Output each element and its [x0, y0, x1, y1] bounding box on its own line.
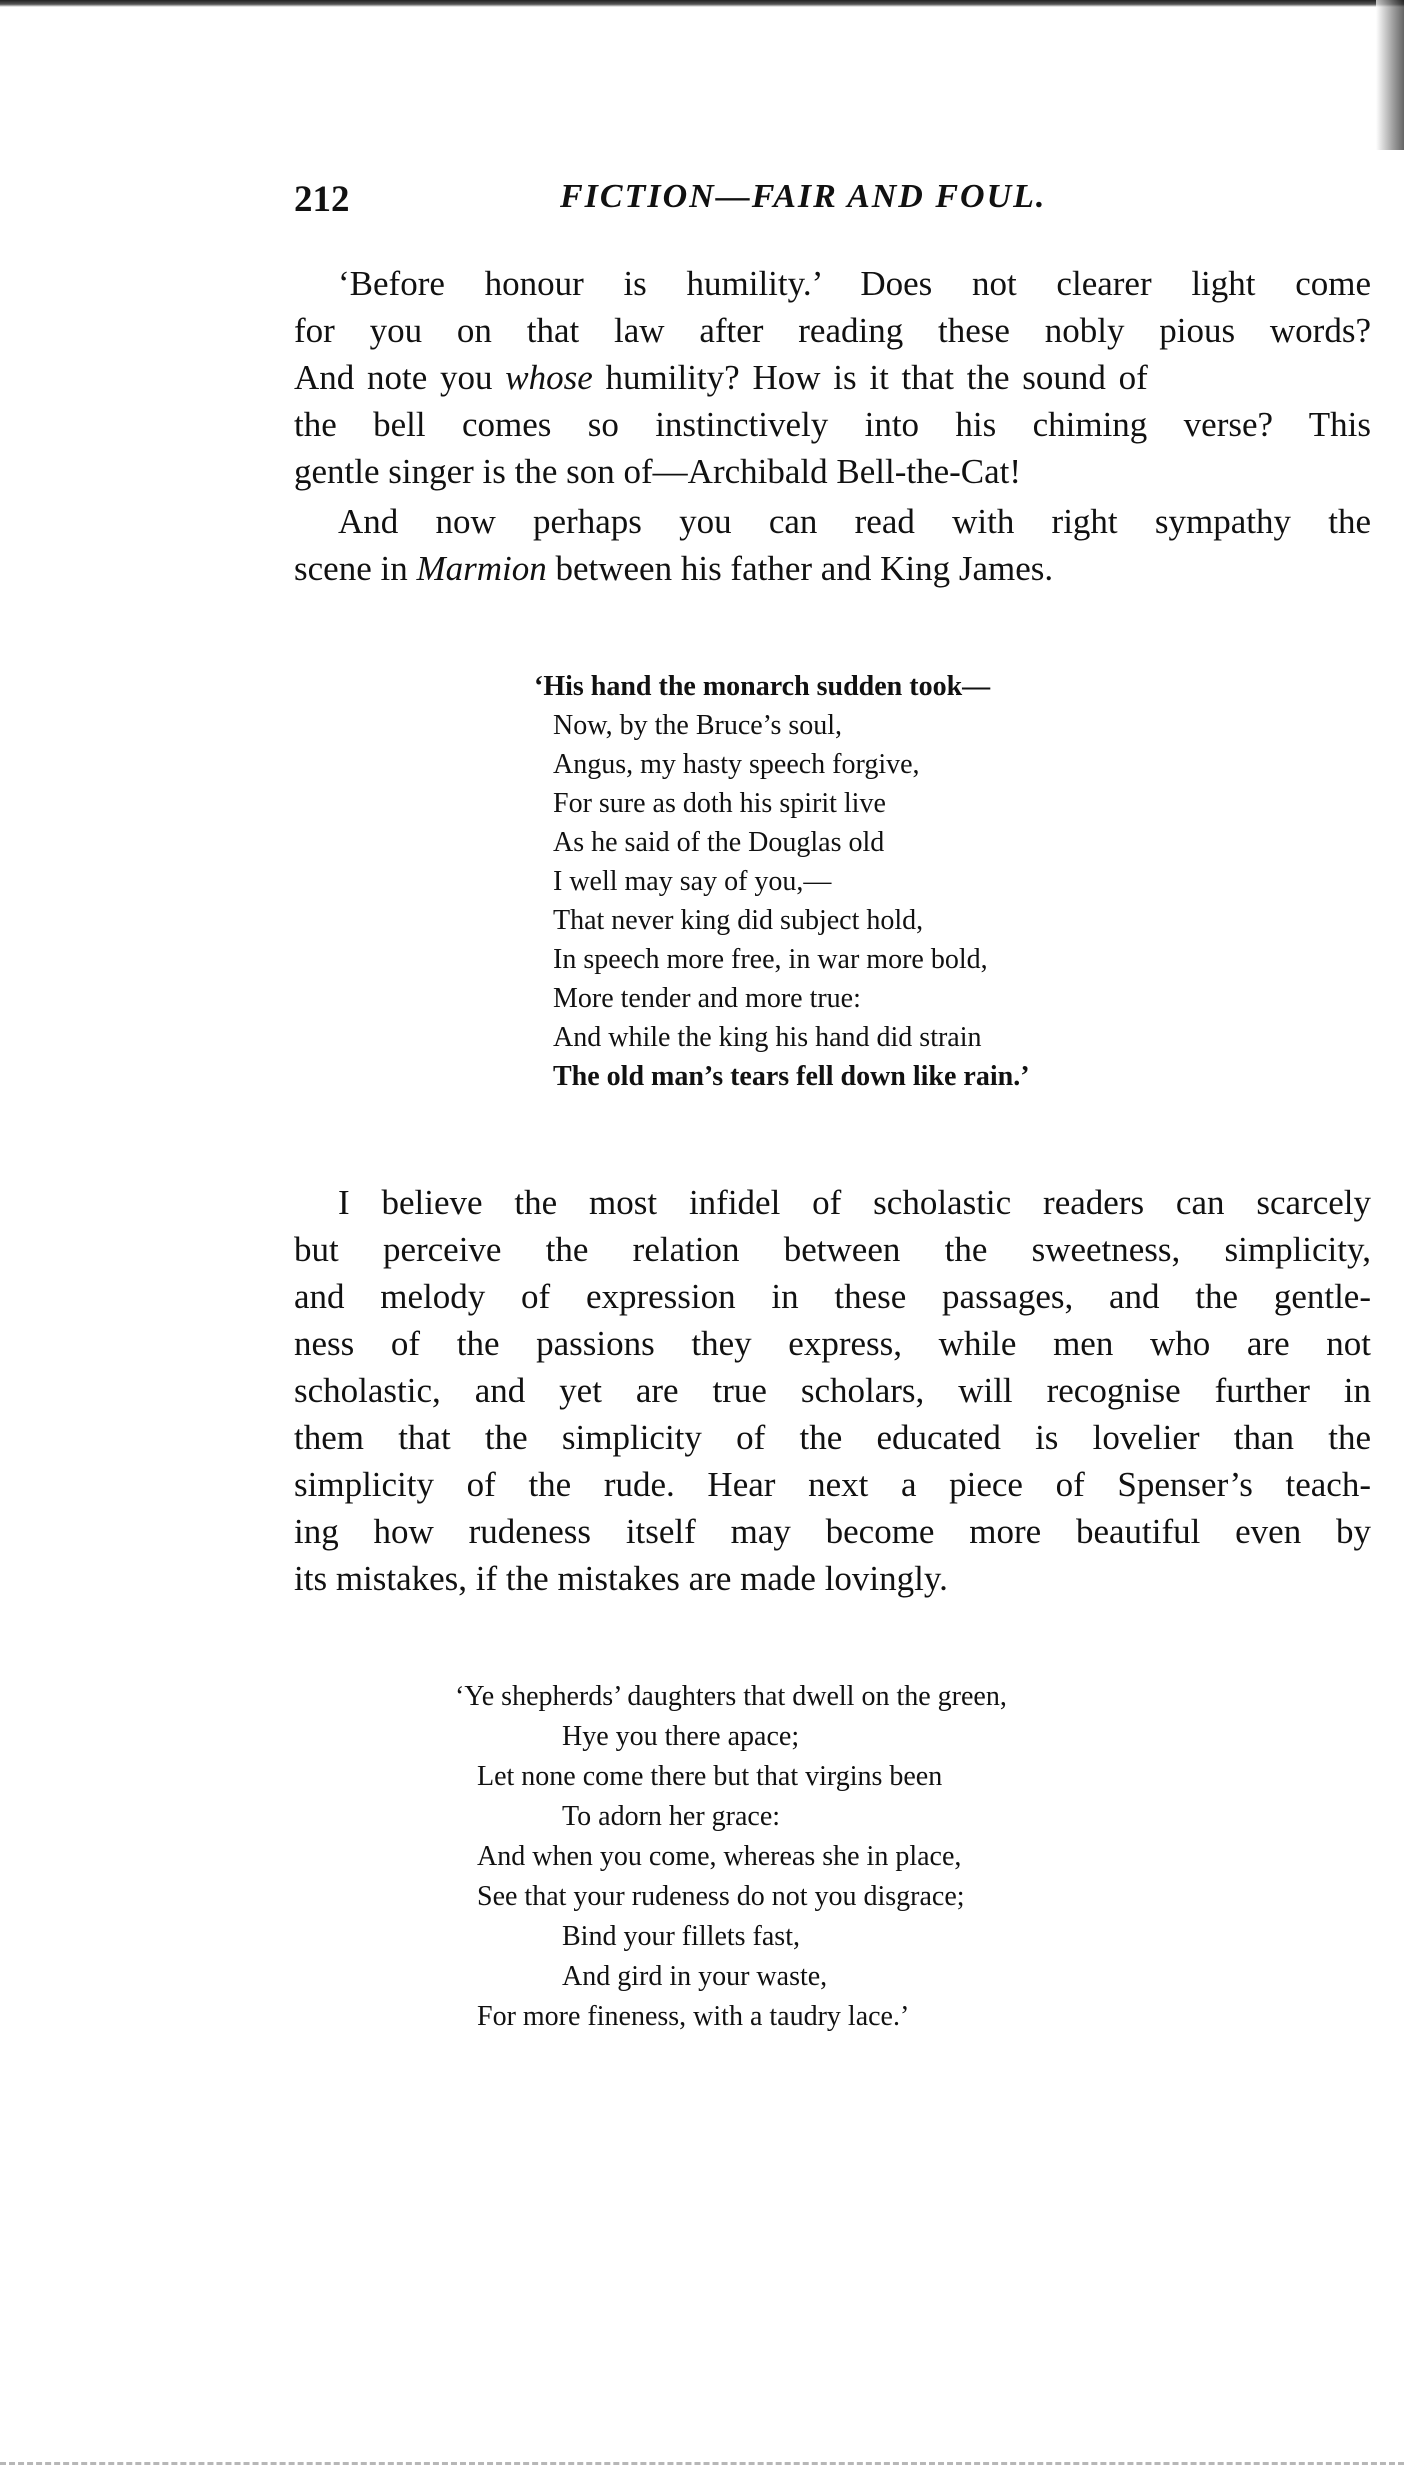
italic-title: Marmion [416, 549, 547, 588]
text-line: the bell comes so instinctively into his chiming verse? This [294, 405, 1371, 444]
text-line: and melody of expression in these passages, and the gentle- [294, 1277, 1371, 1316]
verse-line: ‘Ye shepherds’ daughters that dwell on the green, [455, 1681, 1007, 1712]
text-line: ‘Before honour is humility.’ Does not clearer light come [338, 264, 1371, 303]
text-line: them that the simplicity of the educated is lovelier than the [294, 1418, 1371, 1457]
text-line: I believe the most infidel of scholastic readers can scarcely [338, 1183, 1371, 1222]
page-bottom-edge [0, 2462, 1404, 2469]
verse-line: For sure as doth his spirit live [553, 788, 886, 819]
text-line: for you on that law after reading these nobly pious words? [294, 311, 1371, 350]
text-span: between his father and King James. [546, 549, 1054, 588]
verse-line: The old man’s tears fell down like rain.’ [553, 1061, 1030, 1092]
verse-line: More tender and more true: [553, 983, 861, 1014]
verse-line: As he said of the Douglas old [553, 827, 885, 858]
text-line: gentle singer is the son of—Archibald Bell-the-Cat! [294, 452, 1022, 491]
verse-line: I well may say of you,— [553, 866, 832, 897]
text-line: scholastic, and yet are true scholars, will recognise further in [294, 1371, 1371, 1410]
page-number: 212 [294, 179, 350, 220]
text-span: And note you [294, 358, 506, 397]
text-line: simplicity of the rude. Hear next a piece of Spenser’s teach- [294, 1465, 1371, 1504]
text-line [294, 358, 1371, 398]
verse-line: And gird in your waste, [562, 1961, 828, 1992]
text-span: humility? How is it that the sound of [592, 358, 1148, 397]
italic-word: whose [505, 358, 593, 397]
text-line: its mistakes, if the mistakes are made lovingly. [294, 1559, 948, 1598]
verse-line: That never king did subject hold, [553, 905, 924, 936]
verse-line: ‘His hand the monarch sudden took— [534, 671, 991, 702]
verse-line: Angus, my hasty speech forgive, [553, 749, 920, 780]
verse-line: Let none come there but that virgins been [477, 1761, 943, 1792]
verse-line: And while the king his hand did strain [553, 1022, 982, 1053]
verse-line: Now, by the Bruce’s soul, [553, 710, 843, 741]
running-title: FICTION—FAIR AND FOUL. [560, 178, 1047, 215]
verse-line: To adorn her grace: [562, 1801, 781, 1832]
text-line: ing how rudeness itself may become more beautiful even by [294, 1512, 1371, 1551]
text-line: ness of the passions they express, while men who are not [294, 1324, 1371, 1363]
page-top-edge [0, 0, 1404, 7]
page-corner-shadow [1376, 0, 1404, 150]
verse-line: In speech more free, in war more bold, [553, 944, 988, 975]
verse-line: Hye you there apace; [562, 1721, 800, 1752]
verse-line: Bind your fillets fast, [562, 1921, 800, 1952]
text-line: And now perhaps you can read with right sympathy the [338, 502, 1371, 541]
text-line: but perceive the relation between the sweetness, simplicity, [294, 1230, 1371, 1269]
text-span: scene in [294, 549, 417, 588]
verse-line: And when you come, whereas she in place, [477, 1841, 962, 1872]
verse-line: See that your rudeness do not you disgrace; [477, 1881, 965, 1912]
verse-line: For more fineness, with a taudry lace.’ [477, 2001, 910, 2032]
text-line [294, 549, 1371, 589]
